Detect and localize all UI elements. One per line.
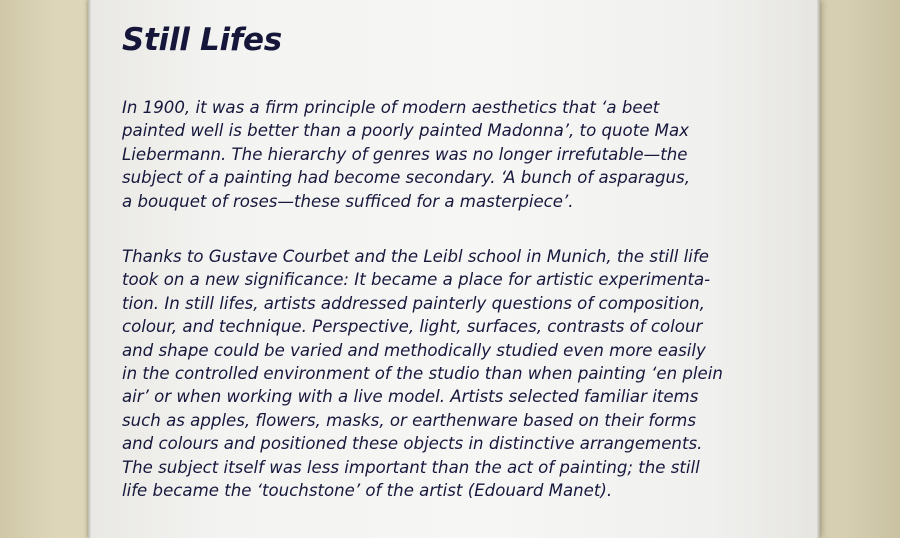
paragraph-intro xyxy=(122,96,802,213)
text-line: painted well is better than a poorly painted Madonna’, to quote Max xyxy=(122,121,689,141)
panel-right-edge xyxy=(817,0,820,538)
text-line: colour, and technique. Perspective, light, surfaces, contrasts of colour xyxy=(122,317,703,337)
text-line: life became the ‘touchstone’ of the artist (Edouard Manet). xyxy=(122,481,613,501)
paragraph-body xyxy=(122,245,802,502)
text-line: In 1900, it was a firm principle of modern aesthetics that ‘a beet xyxy=(122,98,660,117)
text-line: a bouquet of roses—these sufficed for a masterpiece’. xyxy=(122,191,574,211)
exhibition-text-panel xyxy=(88,0,820,538)
text-line: such as apples, flowers, masks, or earthenware based on their forms xyxy=(122,410,696,430)
text-line: and colours and positioned these objects in distinctive arrangements. xyxy=(122,434,703,454)
text-line: Liebermann. The hierarchy of genres was no longer irrefutable—the xyxy=(122,144,688,164)
panel-title: Still Lifes xyxy=(122,22,282,58)
text-line: Thanks to Gustave Courbet and the Leibl school in Munich, the still life xyxy=(122,247,709,266)
text-line: took on a new significance: It became a place for artistic experimenta- xyxy=(122,270,711,290)
text-line: in the controlled environment of the studio than when painting ‘en plein xyxy=(122,364,723,384)
text-line: and shape could be varied and methodically studied even more easily xyxy=(122,340,706,360)
panel-left-edge xyxy=(88,0,91,538)
text-line: air’ or when working with a live model. Artists selected familiar items xyxy=(122,387,699,407)
text-line: tion. In still lifes, artists addressed painterly questions of composition, xyxy=(122,293,705,313)
text-line: subject of a painting had become secondary. ‘A bunch of asparagus, xyxy=(122,168,690,188)
text-line: The subject itself was less important than the act of painting; the still xyxy=(122,457,700,477)
